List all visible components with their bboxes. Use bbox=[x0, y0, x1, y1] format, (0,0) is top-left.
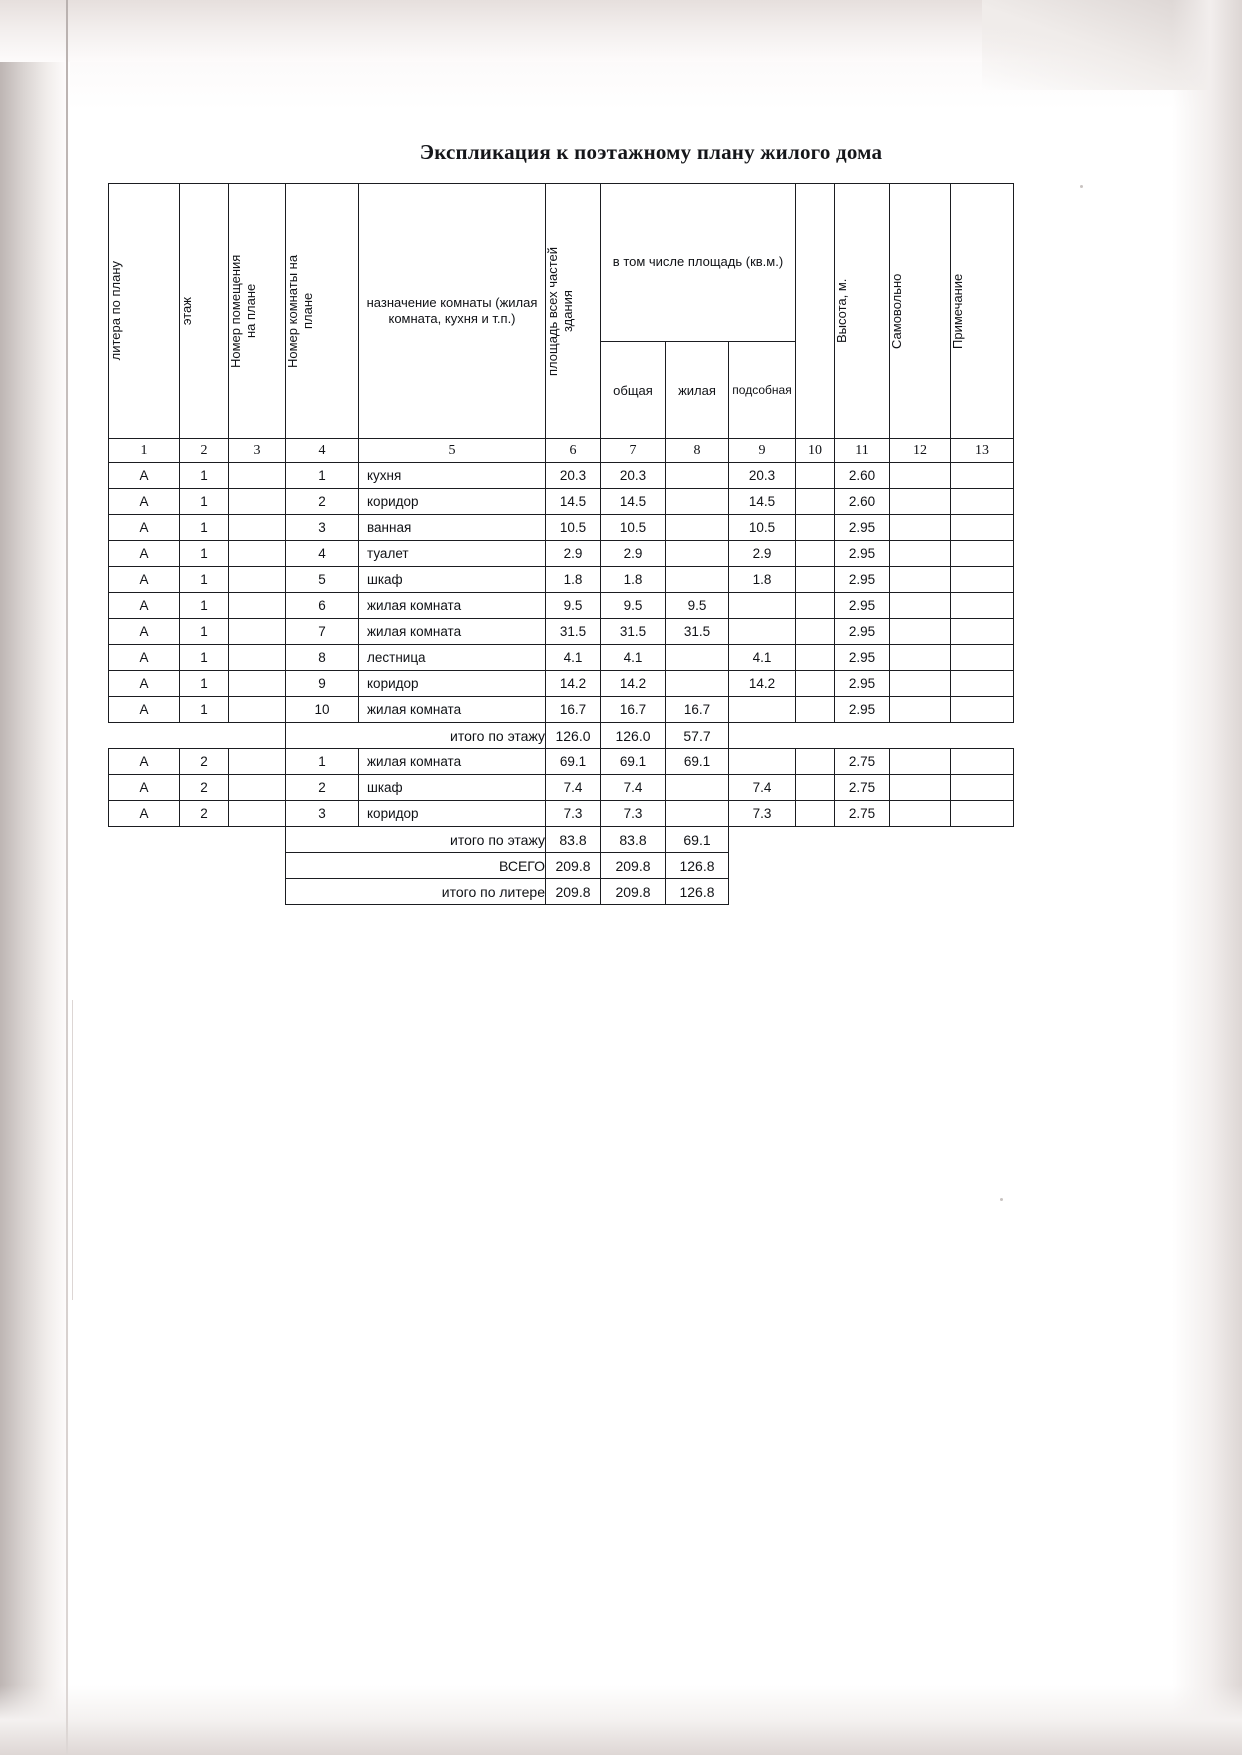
cell-premises bbox=[229, 567, 286, 593]
colnum-10: 10 bbox=[796, 439, 835, 463]
floor2-total-living: 69.1 bbox=[666, 827, 729, 853]
cell-col10 bbox=[796, 463, 835, 489]
cell-living: 16.7 bbox=[666, 697, 729, 723]
table-header-row bbox=[109, 184, 1014, 342]
cell-room: 9 bbox=[286, 671, 359, 697]
floor1-total-label: итого по этажу bbox=[286, 723, 546, 749]
cell-floor: 1 bbox=[180, 593, 229, 619]
cell-name: ванная bbox=[359, 515, 546, 541]
page-bottom-shadow bbox=[0, 1685, 1242, 1755]
cell-premises bbox=[229, 645, 286, 671]
grand-total-living: 126.8 bbox=[666, 853, 729, 879]
cell-total-area: 16.7 bbox=[546, 697, 601, 723]
cell-living: 69.1 bbox=[666, 749, 729, 775]
cell-common: 16.7 bbox=[601, 697, 666, 723]
header-floor: этаж bbox=[180, 184, 229, 439]
cell-premises bbox=[229, 489, 286, 515]
cell-name: жилая комната bbox=[359, 749, 546, 775]
cell-col10 bbox=[796, 671, 835, 697]
cell-unauthorized bbox=[890, 515, 951, 541]
cell-height: 2.60 bbox=[835, 463, 890, 489]
cell-name: жилая комната bbox=[359, 593, 546, 619]
cell-floor: 1 bbox=[180, 619, 229, 645]
cell-height: 2.75 bbox=[835, 749, 890, 775]
cell-height: 2.95 bbox=[835, 645, 890, 671]
cell-floor: 1 bbox=[180, 541, 229, 567]
cell-litera: А bbox=[109, 463, 180, 489]
cell-utility: 2.9 bbox=[729, 541, 796, 567]
cell-room: 5 bbox=[286, 567, 359, 593]
cell-total-area: 9.5 bbox=[546, 593, 601, 619]
cell-unauthorized bbox=[890, 671, 951, 697]
cell-col10 bbox=[796, 619, 835, 645]
cell-height: 2.95 bbox=[835, 515, 890, 541]
cell-utility: 20.3 bbox=[729, 463, 796, 489]
header-unauthorized: Самовольно bbox=[890, 184, 951, 439]
cell-litera: А bbox=[109, 489, 180, 515]
cell-floor: 2 bbox=[180, 775, 229, 801]
cell-utility: 14.2 bbox=[729, 671, 796, 697]
cell-unauthorized bbox=[890, 619, 951, 645]
cell-litera: А bbox=[109, 645, 180, 671]
cell-room: 8 bbox=[286, 645, 359, 671]
colnum-12: 12 bbox=[890, 439, 951, 463]
cell-total-area: 69.1 bbox=[546, 749, 601, 775]
cell-col10 bbox=[796, 515, 835, 541]
cell-total-area: 4.1 bbox=[546, 645, 601, 671]
cell-litera: А bbox=[109, 697, 180, 723]
cell-height: 2.95 bbox=[835, 593, 890, 619]
cell-name: жилая комната bbox=[359, 619, 546, 645]
header-room-number: Номер комнаты на плане bbox=[286, 184, 359, 439]
cell-floor: 1 bbox=[180, 515, 229, 541]
cell-total-area: 7.3 bbox=[546, 801, 601, 827]
colnum-13: 13 bbox=[951, 439, 1014, 463]
grand-total-common: 209.8 bbox=[601, 853, 666, 879]
colnum-3: 3 bbox=[229, 439, 286, 463]
cell-floor: 1 bbox=[180, 671, 229, 697]
spacer-cell bbox=[796, 879, 835, 905]
cell-name: жилая комната bbox=[359, 697, 546, 723]
cell-room: 2 bbox=[286, 775, 359, 801]
cell-litera: А bbox=[109, 671, 180, 697]
cell-col10 bbox=[796, 801, 835, 827]
floor2-total-area: 83.8 bbox=[546, 827, 601, 853]
colnum-5: 5 bbox=[359, 439, 546, 463]
cell-premises bbox=[229, 671, 286, 697]
cell-total-area: 14.2 bbox=[546, 671, 601, 697]
table-row bbox=[109, 671, 1014, 697]
cell-unauthorized bbox=[890, 593, 951, 619]
cell-unauthorized bbox=[890, 697, 951, 723]
table-row bbox=[109, 567, 1014, 593]
cell-floor: 2 bbox=[180, 749, 229, 775]
header-area-group: в том числе площадь (кв.м.) bbox=[601, 184, 796, 342]
header-total-area: площадь всех частей здания bbox=[546, 184, 601, 439]
header-col10 bbox=[796, 184, 835, 439]
table-row bbox=[109, 749, 1014, 775]
spacer-cell bbox=[951, 723, 1014, 749]
cell-premises bbox=[229, 619, 286, 645]
litera-total-row bbox=[109, 879, 1014, 905]
cell-note bbox=[951, 489, 1014, 515]
cell-living bbox=[666, 489, 729, 515]
scan-speck bbox=[1000, 1198, 1003, 1201]
spacer-cell bbox=[729, 827, 796, 853]
cell-col10 bbox=[796, 489, 835, 515]
spacer-cell bbox=[890, 853, 951, 879]
cell-note bbox=[951, 567, 1014, 593]
spacer-cell bbox=[180, 827, 229, 853]
cell-common: 31.5 bbox=[601, 619, 666, 645]
spacer-cell bbox=[890, 827, 951, 853]
cell-litera: А bbox=[109, 801, 180, 827]
cell-premises bbox=[229, 541, 286, 567]
subheader-common: общая bbox=[601, 342, 666, 439]
table-row bbox=[109, 489, 1014, 515]
subheader-living: жилая bbox=[666, 342, 729, 439]
floor2-total-label: итого по этажу bbox=[286, 827, 546, 853]
cell-unauthorized bbox=[890, 801, 951, 827]
explication-table-container bbox=[108, 183, 1014, 905]
cell-floor: 2 bbox=[180, 801, 229, 827]
cell-room: 1 bbox=[286, 749, 359, 775]
spacer-cell bbox=[951, 853, 1014, 879]
floor1-total-area: 126.0 bbox=[546, 723, 601, 749]
cell-litera: А bbox=[109, 775, 180, 801]
cell-room: 3 bbox=[286, 801, 359, 827]
table-row bbox=[109, 775, 1014, 801]
cell-living bbox=[666, 775, 729, 801]
cell-premises bbox=[229, 463, 286, 489]
page-title: Экспликация к поэтажному плану жилого дома bbox=[419, 140, 883, 164]
spacer-cell bbox=[729, 879, 796, 905]
table-row bbox=[109, 463, 1014, 489]
cell-common: 69.1 bbox=[601, 749, 666, 775]
cell-name: туалет bbox=[359, 541, 546, 567]
cell-common: 1.8 bbox=[601, 567, 666, 593]
cell-total-area: 14.5 bbox=[546, 489, 601, 515]
cell-living bbox=[666, 541, 729, 567]
floor2-total-common: 83.8 bbox=[601, 827, 666, 853]
spacer-cell bbox=[180, 879, 229, 905]
spacer-cell bbox=[109, 723, 180, 749]
cell-note bbox=[951, 541, 1014, 567]
cell-height: 2.95 bbox=[835, 541, 890, 567]
spacer-cell bbox=[180, 723, 229, 749]
cell-name: коридор bbox=[359, 489, 546, 515]
spacer-cell bbox=[796, 827, 835, 853]
cell-total-area: 2.9 bbox=[546, 541, 601, 567]
cell-utility: 7.3 bbox=[729, 801, 796, 827]
litera-total-area: 209.8 bbox=[546, 879, 601, 905]
cell-floor: 1 bbox=[180, 463, 229, 489]
cell-utility bbox=[729, 749, 796, 775]
cell-utility: 4.1 bbox=[729, 645, 796, 671]
floor2-total-row bbox=[109, 827, 1014, 853]
spacer-cell bbox=[835, 853, 890, 879]
cell-premises bbox=[229, 775, 286, 801]
cell-floor: 1 bbox=[180, 567, 229, 593]
cell-name: шкаф bbox=[359, 567, 546, 593]
cell-common: 2.9 bbox=[601, 541, 666, 567]
grand-total-area: 209.8 bbox=[546, 853, 601, 879]
cell-common: 14.5 bbox=[601, 489, 666, 515]
cell-litera: А bbox=[109, 567, 180, 593]
cell-utility bbox=[729, 619, 796, 645]
cell-unauthorized bbox=[890, 645, 951, 671]
cell-note bbox=[951, 671, 1014, 697]
cell-note bbox=[951, 463, 1014, 489]
spacer-cell bbox=[890, 879, 951, 905]
spacer-cell bbox=[229, 723, 286, 749]
spacer-cell bbox=[729, 723, 796, 749]
cell-living bbox=[666, 671, 729, 697]
cell-height: 2.95 bbox=[835, 567, 890, 593]
cell-living bbox=[666, 567, 729, 593]
table-row bbox=[109, 697, 1014, 723]
cell-utility: 1.8 bbox=[729, 567, 796, 593]
spacer-cell bbox=[729, 853, 796, 879]
cell-col10 bbox=[796, 541, 835, 567]
cell-unauthorized bbox=[890, 489, 951, 515]
cell-note bbox=[951, 619, 1014, 645]
cell-common: 9.5 bbox=[601, 593, 666, 619]
table-row bbox=[109, 801, 1014, 827]
cell-utility: 7.4 bbox=[729, 775, 796, 801]
cell-name: кухня bbox=[359, 463, 546, 489]
cell-col10 bbox=[796, 645, 835, 671]
spacer-cell bbox=[835, 723, 890, 749]
cell-common: 7.4 bbox=[601, 775, 666, 801]
cell-litera: А bbox=[109, 541, 180, 567]
cell-col10 bbox=[796, 775, 835, 801]
cell-note bbox=[951, 775, 1014, 801]
cell-premises bbox=[229, 697, 286, 723]
spacer-cell bbox=[180, 853, 229, 879]
spacer-cell bbox=[951, 827, 1014, 853]
spacer-cell bbox=[835, 827, 890, 853]
colnum-6: 6 bbox=[546, 439, 601, 463]
cell-name: шкаф bbox=[359, 775, 546, 801]
cell-litera: А bbox=[109, 749, 180, 775]
cell-living bbox=[666, 515, 729, 541]
cell-height: 2.75 bbox=[835, 775, 890, 801]
header-room-purpose: назначение комнаты (жилая комната, кухня и т.п.) bbox=[359, 184, 546, 439]
cell-common: 4.1 bbox=[601, 645, 666, 671]
table-row bbox=[109, 645, 1014, 671]
cell-height: 2.75 bbox=[835, 801, 890, 827]
cell-utility bbox=[729, 697, 796, 723]
cell-litera: А bbox=[109, 619, 180, 645]
cell-premises bbox=[229, 801, 286, 827]
grand-total-label: ВСЕГО bbox=[286, 853, 546, 879]
page-right-shadow bbox=[1172, 0, 1242, 1755]
cell-living bbox=[666, 645, 729, 671]
cell-common: 7.3 bbox=[601, 801, 666, 827]
header-height: Высота, м. bbox=[835, 184, 890, 439]
cell-room: 7 bbox=[286, 619, 359, 645]
spacer-cell bbox=[835, 879, 890, 905]
cell-unauthorized bbox=[890, 567, 951, 593]
cell-floor: 1 bbox=[180, 489, 229, 515]
cell-total-area: 31.5 bbox=[546, 619, 601, 645]
cell-note bbox=[951, 645, 1014, 671]
floor1-total-row bbox=[109, 723, 1014, 749]
spacer-cell bbox=[109, 827, 180, 853]
cell-height: 2.60 bbox=[835, 489, 890, 515]
floor1-total-living: 57.7 bbox=[666, 723, 729, 749]
cell-premises bbox=[229, 515, 286, 541]
spacer-cell bbox=[229, 879, 286, 905]
cell-floor: 1 bbox=[180, 645, 229, 671]
cell-name: коридор bbox=[359, 671, 546, 697]
cell-unauthorized bbox=[890, 775, 951, 801]
table-row bbox=[109, 619, 1014, 645]
cell-room: 4 bbox=[286, 541, 359, 567]
spacer-cell bbox=[796, 723, 835, 749]
cell-common: 10.5 bbox=[601, 515, 666, 541]
litera-total-label: итого по литере bbox=[286, 879, 546, 905]
spacer-cell bbox=[796, 853, 835, 879]
cell-unauthorized bbox=[890, 463, 951, 489]
litera-total-common: 209.8 bbox=[601, 879, 666, 905]
colnum-7: 7 bbox=[601, 439, 666, 463]
cell-total-area: 7.4 bbox=[546, 775, 601, 801]
cell-unauthorized bbox=[890, 541, 951, 567]
cell-height: 2.95 bbox=[835, 671, 890, 697]
cell-common: 14.2 bbox=[601, 671, 666, 697]
cell-note bbox=[951, 801, 1014, 827]
subheader-utility: подсобная bbox=[729, 342, 796, 439]
colnum-11: 11 bbox=[835, 439, 890, 463]
scan-speck bbox=[1080, 185, 1083, 188]
cell-room: 10 bbox=[286, 697, 359, 723]
cell-height: 2.95 bbox=[835, 619, 890, 645]
column-number-row bbox=[109, 439, 1014, 463]
litera-total-living: 126.8 bbox=[666, 879, 729, 905]
cell-room: 3 bbox=[286, 515, 359, 541]
cell-utility: 10.5 bbox=[729, 515, 796, 541]
table-row bbox=[109, 541, 1014, 567]
cell-note bbox=[951, 697, 1014, 723]
cell-name: лестница bbox=[359, 645, 546, 671]
page-left-shadow bbox=[0, 0, 66, 1755]
cell-note bbox=[951, 593, 1014, 619]
header-note: Примечание bbox=[951, 184, 1014, 439]
cell-utility bbox=[729, 593, 796, 619]
cell-name: коридор bbox=[359, 801, 546, 827]
colnum-2: 2 bbox=[180, 439, 229, 463]
cell-room: 6 bbox=[286, 593, 359, 619]
grand-total-row bbox=[109, 853, 1014, 879]
cell-col10 bbox=[796, 697, 835, 723]
explication-table bbox=[108, 183, 1014, 905]
cell-total-area: 20.3 bbox=[546, 463, 601, 489]
cell-note bbox=[951, 749, 1014, 775]
cell-premises bbox=[229, 593, 286, 619]
cell-col10 bbox=[796, 567, 835, 593]
header-litera: литера по плану bbox=[109, 184, 180, 439]
cell-note bbox=[951, 515, 1014, 541]
colnum-8: 8 bbox=[666, 439, 729, 463]
cell-common: 20.3 bbox=[601, 463, 666, 489]
spacer-cell bbox=[109, 853, 180, 879]
colnum-4: 4 bbox=[286, 439, 359, 463]
cell-col10 bbox=[796, 593, 835, 619]
cell-utility: 14.5 bbox=[729, 489, 796, 515]
colnum-9: 9 bbox=[729, 439, 796, 463]
cell-total-area: 10.5 bbox=[546, 515, 601, 541]
cell-premises bbox=[229, 749, 286, 775]
cell-room: 1 bbox=[286, 463, 359, 489]
cell-total-area: 1.8 bbox=[546, 567, 601, 593]
spacer-cell bbox=[229, 853, 286, 879]
table-row bbox=[109, 593, 1014, 619]
spacer-cell bbox=[951, 879, 1014, 905]
cell-litera: А bbox=[109, 593, 180, 619]
spacer-cell bbox=[890, 723, 951, 749]
cell-col10 bbox=[796, 749, 835, 775]
cell-living: 9.5 bbox=[666, 593, 729, 619]
cell-litera: А bbox=[109, 515, 180, 541]
cell-floor: 1 bbox=[180, 697, 229, 723]
page-fold-line bbox=[66, 0, 68, 1755]
spacer-cell bbox=[109, 879, 180, 905]
colnum-1: 1 bbox=[109, 439, 180, 463]
cell-height: 2.95 bbox=[835, 697, 890, 723]
table-row bbox=[109, 515, 1014, 541]
cell-room: 2 bbox=[286, 489, 359, 515]
spacer-cell bbox=[229, 827, 286, 853]
cell-living bbox=[666, 801, 729, 827]
cell-unauthorized bbox=[890, 749, 951, 775]
cell-living: 31.5 bbox=[666, 619, 729, 645]
header-premises-number: Номер помещения на плане bbox=[229, 184, 286, 439]
page-fold-line-secondary bbox=[72, 1000, 73, 1300]
floor1-total-common: 126.0 bbox=[601, 723, 666, 749]
cell-living bbox=[666, 463, 729, 489]
